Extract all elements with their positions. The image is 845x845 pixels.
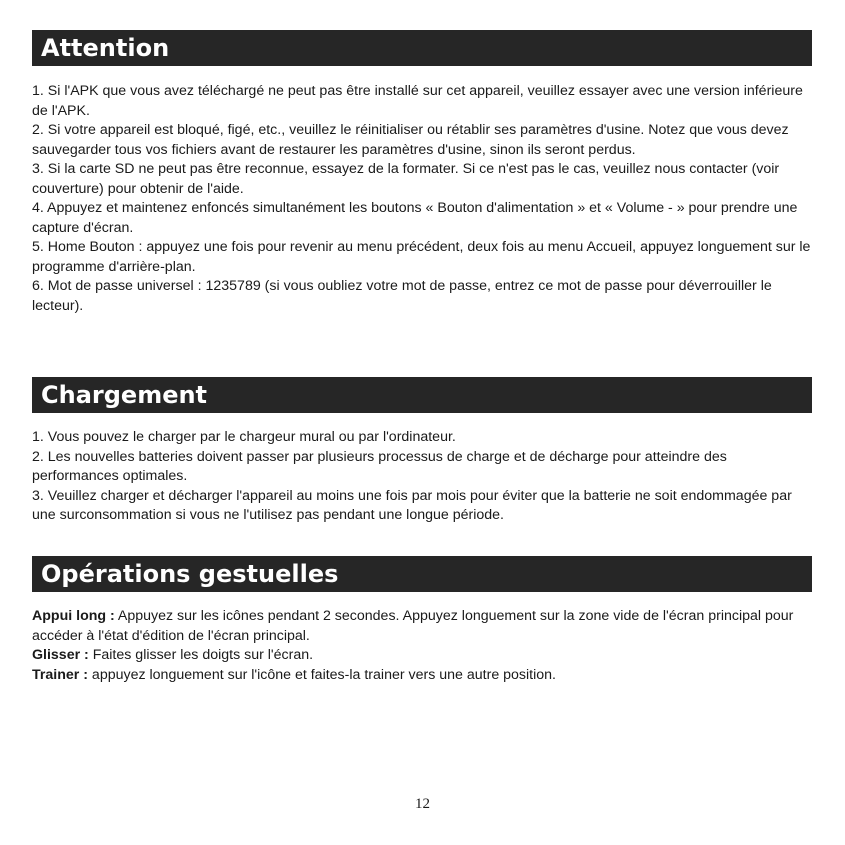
gesture-item-long-press xyxy=(32,607,812,646)
attention-item-2: 2. Si votre appareil est bloqué, figé, etc., veuillez le réinitialiser ou rétablir ses paramètres d'usine. Notez que vous devez sauvegarder tous vos fichiers avant de restaurer les paramètres d'usine, sinon ils seront perdus. xyxy=(32,122,789,158)
charging-item-1: 1. Vous pouvez le charger par le chargeur mural ou par l'ordinateur. xyxy=(32,429,456,445)
gesture-term-drag: Trainer : xyxy=(32,666,88,683)
gesture-text-drag: appuyez longuement sur l'icône et faites-la trainer vers une autre position. xyxy=(87,666,556,683)
gesture-text-swipe: Faites glisser les doigts sur l'écran. xyxy=(88,647,314,663)
attention-item-5: 5. Home Bouton : appuyez une fois pour revenir au menu précédent, deux fois au menu Accueil, appuyez longuement sur le programme d'arrière-plan. xyxy=(32,239,811,275)
attention-item-6: 6. Mot de passe universel : 1235789 (si vous oubliez votre mot de passe, entrez ce mot de passe pour déverrouiller le lecteur). xyxy=(32,278,772,314)
gesture-item-drag xyxy=(32,666,812,686)
gestures-heading: Opérations gestuelles xyxy=(32,556,812,592)
gestures-list xyxy=(32,607,812,685)
charging-heading: Chargement xyxy=(32,377,812,413)
attention-item-4: 4. Appuyez et maintenez enfoncés simultanément les boutons « Bouton d'alimentation » et « Volume - » pour prendre une capture d'écran. xyxy=(32,200,798,236)
attention-heading: Attention xyxy=(32,30,812,66)
charging-item-2: 2. Les nouvelles batteries doivent passer par plusieurs processus de charge et de décharge pour atteindre des performances optimales. xyxy=(32,448,727,484)
gesture-item-swipe xyxy=(32,646,812,666)
gesture-term-long-press: Appui long : xyxy=(32,608,115,624)
attention-item-1: 1. Si l'APK que vous avez téléchargé ne peut pas être installé sur cet appareil, veuillez essayer avec une version inférieure de l'APK. xyxy=(32,83,803,119)
page-number: 12 xyxy=(415,796,430,812)
charging-item-3: 3. Veuillez charger et décharger l'appareil au moins une fois par mois pour éviter que la batterie ne soit endommagée par une surconsommation si vous ne l'utilisez pas pendant une longue période. xyxy=(32,487,792,523)
gesture-text-long-press: Appuyez sur les icônes pendant 2 secondes. Appuyez longuement sur la zone vide de l'écran principal pour accéder à l'état d'édition de l'écran principal. xyxy=(32,608,794,644)
attention-list xyxy=(32,82,812,316)
gesture-term-swipe: Glisser : xyxy=(32,647,89,663)
attention-item-3: 3. Si la carte SD ne peut pas être reconnue, essayez de la formater. Si ce n'est pas le cas, veuillez nous contacter (voir couverture) pour obtenir de l'aide. xyxy=(32,161,780,197)
charging-list xyxy=(32,428,812,526)
